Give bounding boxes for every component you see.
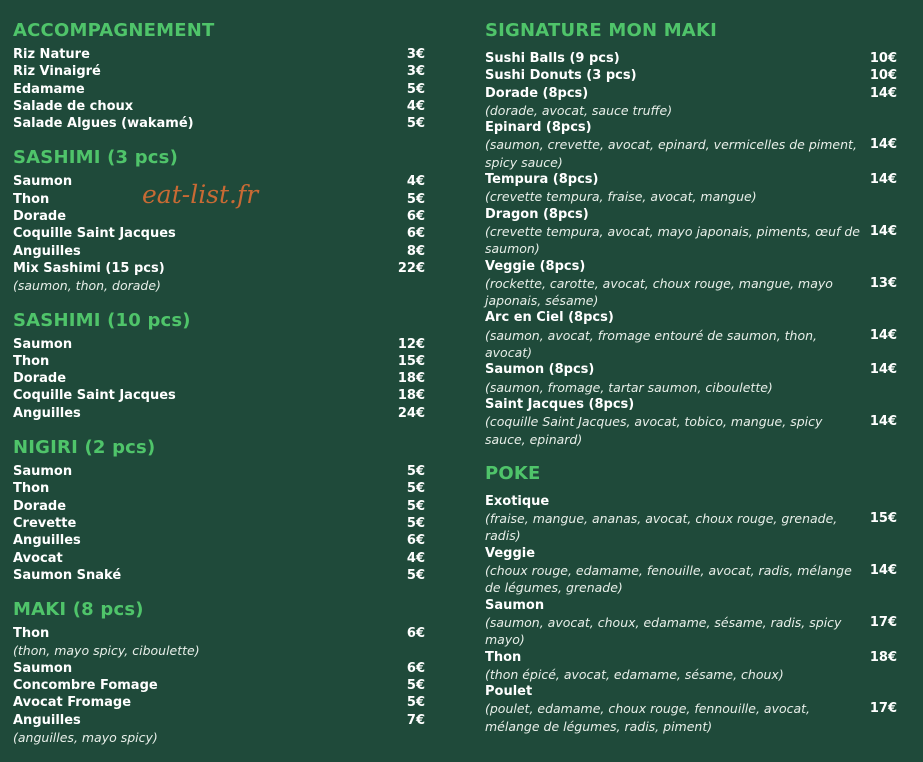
menu-item <box>13 498 425 515</box>
menu-item <box>13 46 425 63</box>
menu-item-text <box>13 405 398 422</box>
menu-item-text <box>13 353 398 370</box>
menu-item-name: Edamame <box>13 81 85 97</box>
menu-item-price: 5€ <box>406 498 425 514</box>
menu-item <box>13 677 425 694</box>
watermark: eat-list.fr <box>142 180 259 209</box>
menu-item-price: 5€ <box>406 481 425 497</box>
menu-item-name: Avocat <box>13 550 63 566</box>
menu-item <box>13 387 425 404</box>
menu-item-name: Saumon <box>13 174 73 190</box>
menu-item <box>13 660 425 677</box>
menu-column-right <box>485 18 897 748</box>
menu-item-text <box>13 712 407 747</box>
menu-item-price: 5€ <box>406 695 425 711</box>
menu-item-name: Dragon (8pcs) <box>485 206 589 222</box>
menu-item-text <box>13 567 407 584</box>
section-title: ACCOMPAGNEMENT <box>13 20 215 41</box>
menu-item-price: 24€ <box>397 405 425 421</box>
section-title: NIGIRI (2 pcs) <box>13 437 156 459</box>
menu-item <box>485 396 897 448</box>
menu-section-maki-8-pcs <box>13 597 425 746</box>
menu-item-price: 22€ <box>397 260 425 276</box>
menu-item-price: 5€ <box>406 567 425 583</box>
menu-item-text <box>13 208 407 225</box>
menu-item <box>13 567 425 584</box>
menu-item-text <box>485 493 870 545</box>
menu-item-description: (crevette tempura, fraise, avocat, mangue) <box>485 189 757 205</box>
menu-item <box>485 67 897 84</box>
menu-item-name: Anguilles <box>13 533 81 549</box>
menu-item <box>13 353 425 370</box>
menu-item-description: (choux rouge, edamame, fenouille, avocat, radis, mélange de légumes, grenade) <box>485 563 852 596</box>
menu-item <box>485 493 897 545</box>
menu-item-description: (dorade, avocat, sauce truffe) <box>485 102 673 118</box>
menu-item-name: Anguilles <box>13 712 81 728</box>
menu-item <box>485 258 897 310</box>
menu-item-name: Salade de choux <box>13 98 134 114</box>
menu-item-text <box>13 387 398 404</box>
menu-item-text <box>13 694 407 711</box>
menu-section-sashimi-10-pcs <box>13 308 425 422</box>
menu-item-description: (thon épicé, avocat, edamame, sésame, choux) <box>485 666 784 682</box>
menu-item-description: (poulet, edamame, choux rouge, fennouille, avocat, mélange de légumes, radis, piment) <box>485 701 811 734</box>
menu-item-price: 5€ <box>406 678 425 694</box>
menu-item <box>485 50 897 67</box>
menu-column-left <box>13 18 425 759</box>
menu-item-text <box>13 550 407 567</box>
menu-section-nigiri-2-pcs <box>13 435 425 584</box>
menu-item <box>485 309 897 361</box>
menu-item <box>13 63 425 80</box>
menu-item-price: 5€ <box>406 191 425 207</box>
menu-item-description: (saumon, avocat, fromage entouré de saumon, thon, avocat) <box>485 327 818 361</box>
menu-section-poke <box>485 461 897 735</box>
menu-item <box>485 683 897 735</box>
menu-item-name: Anguilles <box>13 405 81 421</box>
menu-item-text <box>13 532 407 549</box>
menu-item <box>13 225 425 242</box>
menu-item-text <box>13 625 407 660</box>
menu-item-price: 18€ <box>869 649 897 665</box>
menu-item-price: 18€ <box>397 388 425 404</box>
section-title: SIGNATURE MON MAKI <box>485 20 717 41</box>
menu-item-name: Dorade <box>13 209 67 225</box>
menu-item-name: Avocat Fromage <box>13 695 132 711</box>
menu-item-text <box>13 260 398 295</box>
menu-item-name: Exotique <box>485 493 550 509</box>
menu-item-name: Riz Vinaigré <box>13 64 101 80</box>
menu-item-name: Concombre Fomage <box>13 678 158 694</box>
menu-item-price: 10€ <box>869 51 897 66</box>
menu-item-price: 6€ <box>406 626 425 642</box>
menu-item-name: Dorade <box>13 371 67 387</box>
menu-item-name: Thon <box>13 626 50 642</box>
menu-item <box>485 545 897 597</box>
menu-item-price: 14€ <box>869 414 897 430</box>
menu-item-price: 18€ <box>397 371 425 387</box>
menu-item-description: (rockette, carotte, avocat, choux rouge, mangue, mayo japonais, sésame) <box>485 275 833 309</box>
menu-item-description: (coquille Saint Jacques, avocat, tobico, mangue, spicy sauce, epinard) <box>485 414 823 447</box>
menu-item <box>13 243 425 260</box>
menu-item-description: (saumon, fromage, tartar saumon, ciboulette) <box>485 379 773 395</box>
menu-item <box>13 336 425 353</box>
menu-item-description: (saumon, thon, dorade) <box>13 278 161 294</box>
menu-item-price: 4€ <box>406 550 425 566</box>
menu-item <box>13 463 425 480</box>
menu-item <box>13 625 425 660</box>
menu-item-description: (saumon, avocat, choux, edamame, sésame, radis, spicy mayo) <box>485 614 842 648</box>
menu-item-text <box>13 63 407 80</box>
menu-item-name: Thon <box>13 191 50 207</box>
section-title: SASHIMI (3 pcs) <box>13 147 179 169</box>
menu-item-text <box>485 309 870 361</box>
menu-item-name: Saumon Snaké <box>13 567 122 583</box>
menu-item-price: 5€ <box>406 464 425 480</box>
menu-item-text <box>13 515 407 532</box>
section-title: MAKI (8 pcs) <box>13 599 144 621</box>
menu-item-price: 13€ <box>869 275 897 291</box>
menu-item <box>13 370 425 387</box>
menu-item-text <box>13 677 407 694</box>
menu-item-price: 14€ <box>869 137 897 153</box>
menu-item <box>13 260 425 295</box>
menu-item <box>13 115 425 132</box>
menu-item-text <box>13 225 407 242</box>
menu-item-price: 14€ <box>869 172 897 188</box>
menu-item <box>13 515 425 532</box>
menu-item-price: 5€ <box>406 515 425 531</box>
menu-section-accompagnement <box>13 18 425 132</box>
menu-item-name: Saumon <box>13 464 73 480</box>
menu-item <box>485 597 897 649</box>
menu-item-text <box>13 498 407 515</box>
menu-item-price: 6€ <box>406 533 425 549</box>
menu-item-name: Veggie <box>485 545 536 561</box>
menu-item-description: (anguilles, mayo spicy) <box>13 729 158 745</box>
menu-item-name: Dorade <box>13 498 67 514</box>
menu-item-text <box>485 85 870 120</box>
menu-item-text <box>485 258 870 310</box>
menu-item-description: (crevette tempura, avocat, mayo japonais, piments, œuf de saumon) <box>485 223 860 257</box>
menu-item <box>485 206 897 258</box>
menu-item-name: Coquille Saint Jacques <box>13 388 176 404</box>
menu-item-text <box>13 480 407 497</box>
menu-item-name: Sushi Balls (9 pcs) <box>485 51 620 66</box>
menu-item-price: 7€ <box>406 712 425 728</box>
menu-item-text <box>13 81 407 98</box>
menu-item-text <box>13 243 407 260</box>
menu-item-text <box>13 660 407 677</box>
menu-item <box>485 119 897 171</box>
menu-item-price: 14€ <box>869 327 897 343</box>
menu-item-price: 15€ <box>869 511 897 527</box>
menu-item-text <box>485 67 870 84</box>
menu-item <box>13 81 425 98</box>
menu-item-name: Sushi Donuts (3 pcs) <box>485 68 637 84</box>
menu-item <box>485 361 897 396</box>
menu-item <box>485 171 897 206</box>
menu-item-description: (saumon, crevette, avocat, epinard, vermicelles de piment, spicy sauce) <box>485 137 857 170</box>
menu-item-name: Saumon <box>13 336 73 352</box>
menu-item-price: 3€ <box>406 64 425 80</box>
menu-item-text <box>13 98 407 115</box>
menu-item-name: Riz Nature <box>13 47 90 62</box>
menu-item-text <box>485 683 870 735</box>
menu-item <box>13 405 425 422</box>
menu-item-text <box>13 463 407 480</box>
menu-item-text <box>485 50 870 67</box>
menu-item-price: 6€ <box>406 209 425 225</box>
menu-item-price: 17€ <box>869 701 897 717</box>
menu-item-name: Crevette <box>13 515 77 531</box>
menu-item-text <box>13 370 398 387</box>
menu-section-sashimi-3-pcs <box>13 145 425 294</box>
menu-item <box>13 694 425 711</box>
menu-item-price: 5€ <box>406 116 425 132</box>
menu-item-name: Arc en Ciel (8pcs) <box>485 310 614 326</box>
menu-item-price: 8€ <box>406 243 425 259</box>
menu-item-text <box>485 206 870 258</box>
menu-item-text <box>485 597 870 649</box>
menu-item <box>13 480 425 497</box>
section-title: SASHIMI (10 pcs) <box>13 309 191 331</box>
menu-item-text <box>13 46 407 63</box>
menu-item-name: Saumon <box>485 597 545 613</box>
menu-item-description: (thon, mayo spicy, ciboulette) <box>13 643 200 659</box>
menu-item-price: 3€ <box>406 47 425 62</box>
menu-item <box>13 532 425 549</box>
menu-item-description: (fraise, mangue, ananas, avocat, choux rouge, grenade, radis) <box>485 511 838 544</box>
menu-item-price: 6€ <box>406 660 425 676</box>
menu-item-text <box>485 361 870 396</box>
menu-item-name: Poulet <box>485 684 533 700</box>
menu-item-name: Epinard (8pcs) <box>485 120 592 136</box>
menu-item-name: Mix Sashimi (15 pcs) <box>13 260 165 276</box>
menu-item-name: Dorade (8pcs) <box>485 85 589 101</box>
menu-item <box>13 550 425 567</box>
menu-item <box>485 649 897 684</box>
section-title: POKE <box>485 462 541 484</box>
menu-item-text <box>485 171 870 206</box>
menu-item-price: 14€ <box>869 85 897 101</box>
menu-item-name: Salade Algues (wakamé) <box>13 116 194 132</box>
menu-item-name: Veggie (8pcs) <box>485 258 586 274</box>
menu-item-price: 6€ <box>406 226 425 242</box>
menu-item-price: 4€ <box>406 174 425 190</box>
menu-item <box>13 208 425 225</box>
menu-item-name: Thon <box>13 353 50 369</box>
menu-item-price: 10€ <box>869 68 897 84</box>
menu-item-price: 14€ <box>869 362 897 378</box>
menu-section-signature-mon-maki <box>485 18 897 448</box>
menu-item-text <box>485 545 870 597</box>
menu-item-name: Saint Jacques (8pcs) <box>485 396 635 412</box>
menu-item-price: 5€ <box>406 81 425 97</box>
menu-item <box>485 85 897 120</box>
menu-item <box>13 712 425 747</box>
menu-item <box>13 98 425 115</box>
menu-item-name: Coquille Saint Jacques <box>13 226 176 242</box>
menu-item-text <box>13 115 407 132</box>
menu-item-price: 4€ <box>406 98 425 114</box>
menu-item-name: Saumon (8pcs) <box>485 362 595 378</box>
menu-item-name: Tempura (8pcs) <box>485 172 599 188</box>
menu-item-name: Thon <box>485 649 522 665</box>
menu-item-price: 14€ <box>869 223 897 239</box>
menu-item-name: Anguilles <box>13 243 81 259</box>
menu-item-price: 14€ <box>869 563 897 579</box>
menu-item-text <box>485 119 870 171</box>
menu-item-text <box>485 396 870 448</box>
menu-item-price: 15€ <box>397 353 425 369</box>
menu-item-text <box>13 336 398 353</box>
menu-item-text <box>485 649 870 684</box>
menu-item-price: 17€ <box>869 614 897 630</box>
menu-item-name: Saumon <box>13 660 73 676</box>
menu-item-name: Thon <box>13 481 50 497</box>
menu-item-price: 12€ <box>397 336 425 352</box>
